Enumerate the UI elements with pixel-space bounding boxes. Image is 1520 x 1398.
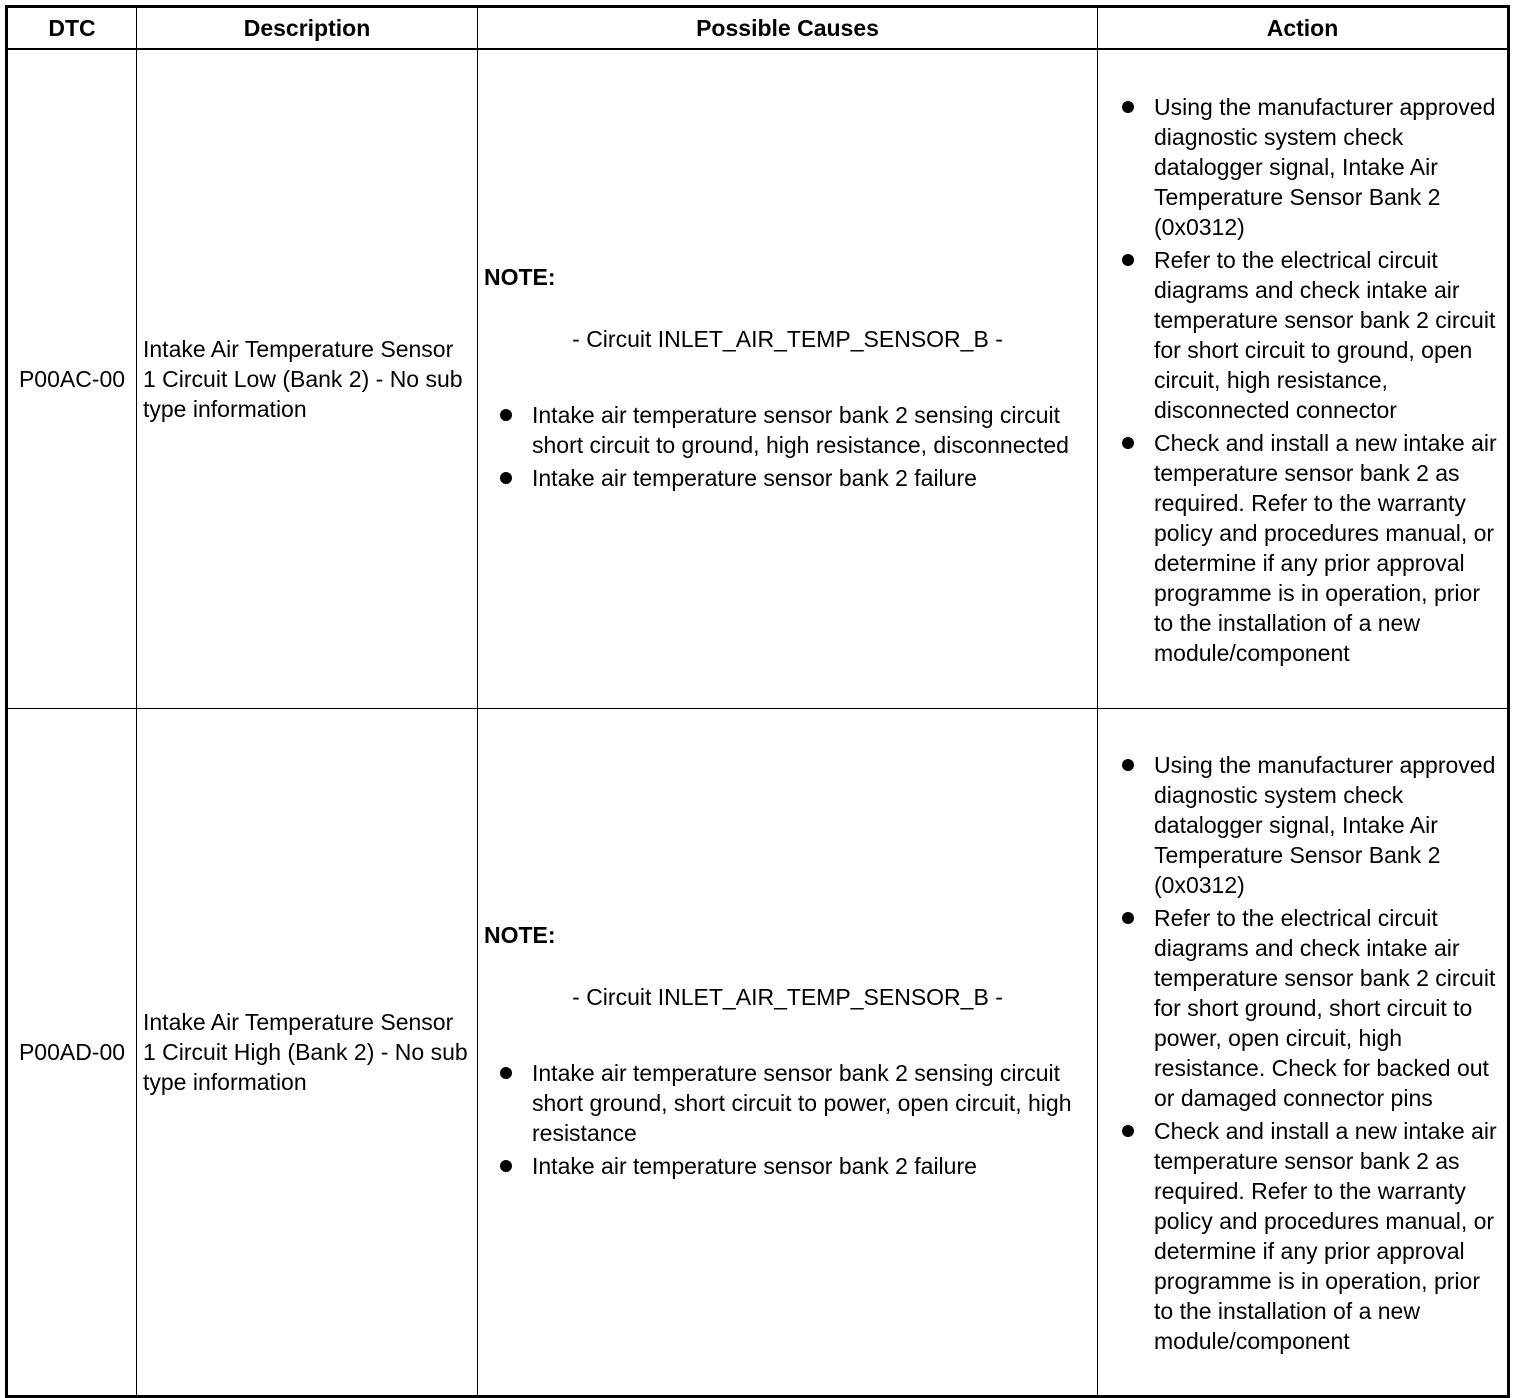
cause-text: Intake air temperature sensor bank 2 failure <box>532 1153 977 1179</box>
dtc-description: Intake Air Temperature Sensor 1 Circuit Low (Bank 2) - No sub type information <box>137 49 478 709</box>
cause-item <box>484 1151 1091 1181</box>
action-item <box>1118 1116 1503 1356</box>
cause-text: Intake air temperature sensor bank 2 sensing circuit short ground, short circuit to power, open circuit, high resistance <box>532 1060 1072 1146</box>
header-description: Description <box>137 7 478 50</box>
causes-list <box>484 1058 1091 1181</box>
dtc-code: P00AC-00 <box>7 49 137 709</box>
dtc-table <box>5 5 1510 1398</box>
dtc-code: P00AD-00 <box>7 709 137 1397</box>
actions-list <box>1118 750 1503 1356</box>
bullet-icon <box>1122 1125 1134 1137</box>
bullet-icon <box>500 1160 512 1172</box>
circuit-name: - Circuit INLET_AIR_TEMP_SENSOR_B - <box>572 984 1003 1010</box>
action-item <box>1118 92 1503 242</box>
bullet-icon <box>500 1067 512 1079</box>
cause-item <box>484 1058 1091 1148</box>
possible-causes-cell <box>478 709 1098 1397</box>
actions-list <box>1118 92 1503 668</box>
dtc-description: Intake Air Temperature Sensor 1 Circuit High (Bank 2) - No sub type information <box>137 709 478 1397</box>
action-cell <box>1098 49 1509 709</box>
bullet-icon <box>1122 254 1134 266</box>
action-text: Check and install a new intake air temperature sensor bank 2 as required. Refer to the warranty policy and procedures manual, or determine if any prior approval programme is in operation, prior to the installation of a new module/component <box>1154 429 1497 666</box>
header-dtc: DTC <box>7 7 137 50</box>
table-header <box>7 7 1509 50</box>
note-label: NOTE: <box>484 922 556 948</box>
causes-list <box>484 400 1091 493</box>
header-row <box>7 7 1509 50</box>
header-possible-causes: Possible Causes <box>478 7 1098 50</box>
bullet-icon <box>1122 101 1134 113</box>
cause-item <box>484 463 1091 493</box>
action-item <box>1118 903 1503 1113</box>
cause-item <box>484 400 1091 460</box>
bullet-icon <box>500 409 512 421</box>
bullet-icon <box>1122 437 1134 449</box>
table-row <box>7 709 1509 1397</box>
bullet-icon <box>1122 759 1134 771</box>
action-text: Using the manufacturer approved diagnostic system check datalogger signal, Intake Air Temperature Sensor Bank 2 (0x0312) <box>1154 751 1496 898</box>
circuit-name: - Circuit INLET_AIR_TEMP_SENSOR_B - <box>572 326 1003 352</box>
action-text: Using the manufacturer approved diagnostic system check datalogger signal, Intake Air Temperature Sensor Bank 2 (0x0312) <box>1154 93 1496 240</box>
action-item <box>1118 750 1503 900</box>
note-label: NOTE: <box>484 264 556 290</box>
cause-text: Intake air temperature sensor bank 2 sensing circuit short circuit to ground, high resistance, disconnected <box>532 402 1069 458</box>
possible-causes-cell <box>478 49 1098 709</box>
action-text: Refer to the electrical circuit diagrams and check intake air temperature sensor bank 2 circuit for short ground, short circuit to power, open circuit, high resistance. Check for backed out or damaged connector pins <box>1154 904 1496 1111</box>
bullet-icon <box>500 472 512 484</box>
bullet-icon <box>1122 912 1134 924</box>
action-text: Check and install a new intake air temperature sensor bank 2 as required. Refer to the warranty policy and procedures manual, or determine if any prior approval programme is in operation, prior to the installation of a new module/component <box>1154 1117 1497 1354</box>
action-text: Refer to the electrical circuit diagrams and check intake air temperature sensor bank 2 circuit for short circuit to ground, open circuit, high resistance, disconnected connector <box>1154 246 1496 423</box>
cause-text: Intake air temperature sensor bank 2 failure <box>532 465 977 491</box>
action-cell <box>1098 709 1509 1397</box>
action-item <box>1118 428 1503 668</box>
table-row <box>7 49 1509 709</box>
action-item <box>1118 245 1503 425</box>
header-action: Action <box>1098 7 1509 50</box>
